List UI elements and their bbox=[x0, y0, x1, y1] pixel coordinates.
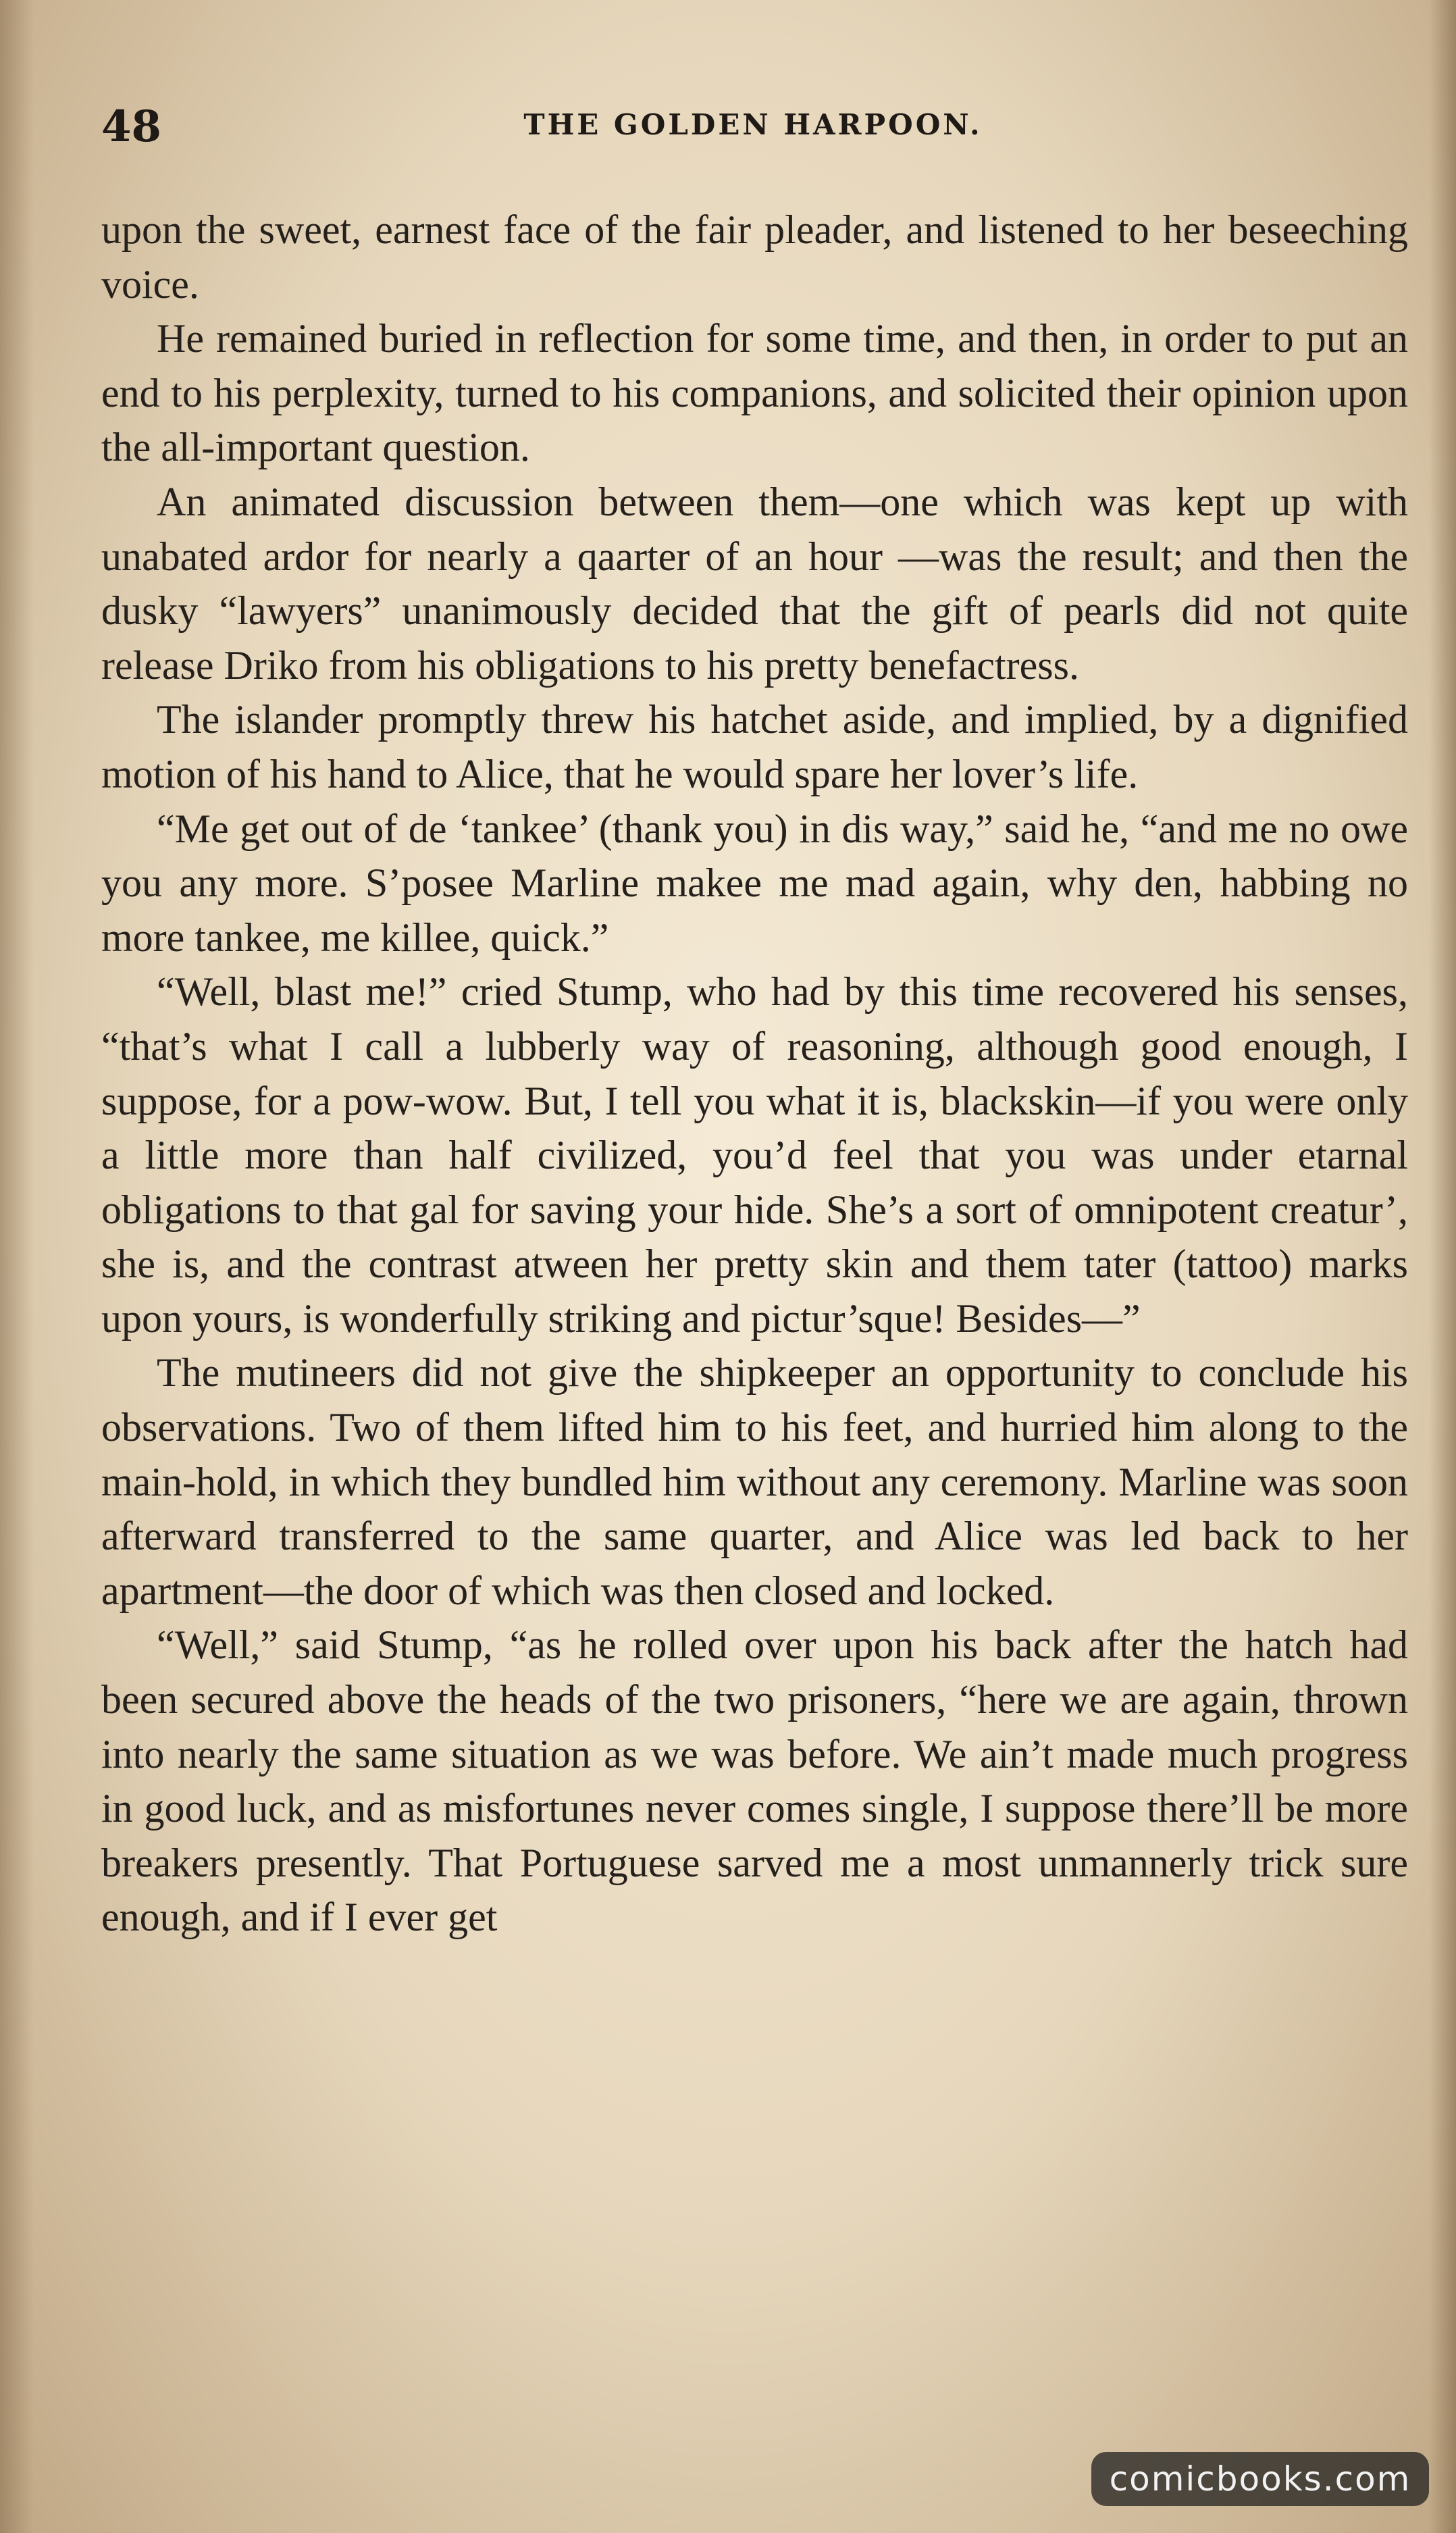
page-header bbox=[101, 101, 1405, 152]
watermark: comicbooks.com bbox=[1091, 2452, 1429, 2506]
page-edge-right bbox=[1429, 0, 1456, 2533]
paragraph: The islander promptly threw his hatchet aside, and implied, by a dignified motion of his hand to Alice, that he would spare her lover’s life. bbox=[101, 697, 1408, 796]
paragraph: He remained buried in reflection for some time, and then, in order to put an end to his perplexity, turned to his companions, and solicited their opinion upon the all-important question. bbox=[101, 316, 1408, 470]
paragraph: “Well, blast me!” cried Stump, who had by this time recovered his senses, “that’s what I call a lubberly way of reasoning, although good enough, I suppose, for a pow-wow. But, I tell you what it is, blackskin—if you were only a little more than half civilized, you’d feel that you was under etarnal obligations to that gal for saving your hide. She’s a sort of omnipotent creatur’, she is, and the contrast atween her pretty skin and them tater (tattoo) marks upon yours, is wonderfully striking and pictur’sque! Besides—” bbox=[101, 969, 1408, 1341]
page-edge-left bbox=[0, 0, 34, 2533]
paragraph: upon the sweet, earnest face of the fair pleader, and listened to her beseeching voice. bbox=[101, 207, 1408, 307]
page-number: 48 bbox=[101, 101, 162, 152]
paragraph: “Well,” said Stump, “as he rolled over upon his back after the hatch had been secured above the heads of the two prisoners, “here we are again, thrown into nearly the same situation as we was before. We ain’t made much progress in good luck, and as misfortunes never comes single, I suppose there’ll be more breakers presently. That Portuguese sarved me a most unmannerly trick sure enough, and if I ever get bbox=[101, 1622, 1408, 1940]
paragraph: An animated discussion between them—one which was kept up with unabated ardor for nearly a qaarter of an hour —was the result; and then the dusky “lawyers” unanimously decided that the gift of pearls did not quite release Driko from his obligations to his pretty benefactress. bbox=[101, 479, 1408, 688]
running-title: THE GOLDEN HARPOON. bbox=[523, 108, 983, 141]
paragraph: “Me get out of de ‘tankee’ (thank you) in dis way,” said he, “and me no owe you any more. S’posee Marline makee me mad again, why den, habbing no more tankee, me killee, quick.” bbox=[101, 806, 1408, 960]
paragraph: The mutineers did not give the shipkeeper an opportunity to conclude his observations. Two of them lifted him to his feet, and hurried him along to the main-hold, in which they bundled him without any ceremony. Marline was soon afterward transferred to the same quarter, and Alice was led back to her apartment—the door of which was then closed and locked. bbox=[101, 1350, 1408, 1613]
body-text bbox=[101, 203, 1408, 1945]
